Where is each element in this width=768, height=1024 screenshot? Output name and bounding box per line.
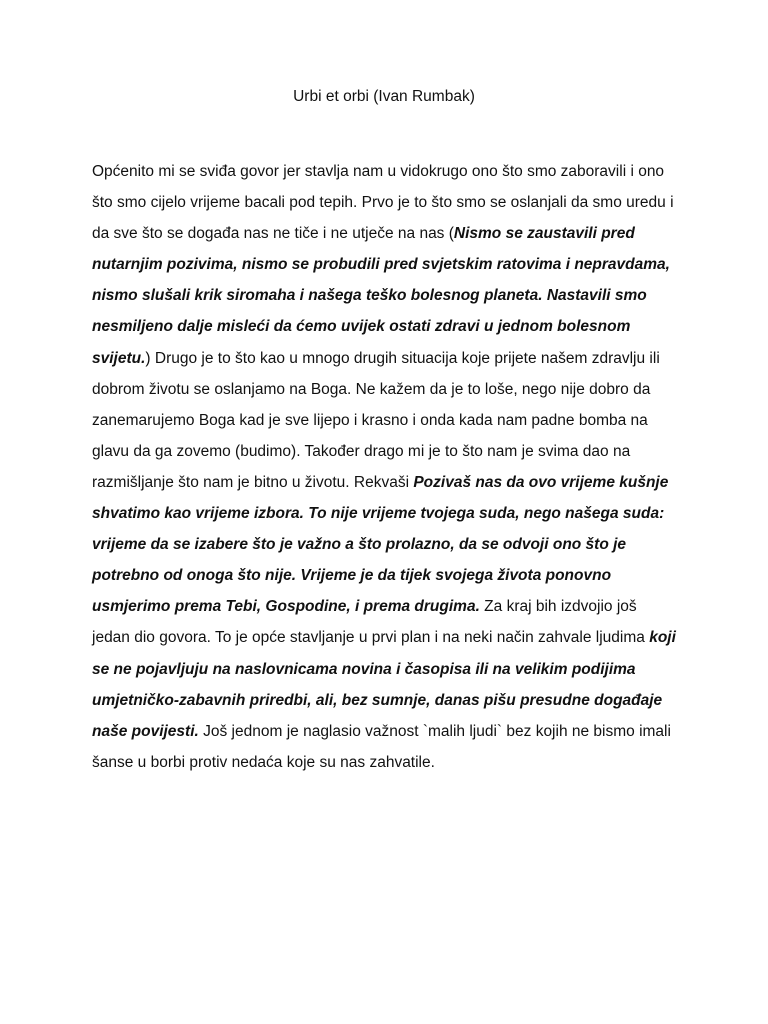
text-run: Još jednom je naglasio važnost `malih ljudi` bez kojih ne bismo imali šanse u borbi protiv nedaća koje su nas zahvatile. [92, 722, 671, 771]
text-run: Za kraj bih izdvojio još jedan dio govora. To je opće stavljanje u prvi plan i na neki način zahvale ljudima [92, 598, 650, 647]
text-run: ) Drugo je to što kao u mnogo drugih situacija koje prijete našem zdravlju ili dobrom životu se oslanjamo na Boga. Ne kažem da je to loše, nego nije dobro da zanemarujemo Boga kad je sve lijepo i krasno i onda kada nam padne bomba na glavu da ga zovemo (budimo). Također drago mi je to što nam je svima dao na razmišljanje što nam je bitno u životu. Rekvaši [92, 349, 660, 491]
text-run: Općenito mi se sviđa govor jer stavlja nam u vidokrugo ono što smo zaboravili i ono što smo cijelo vrijeme bacali pod tepih. Prvo je to što smo se oslanjali da smo uredu i da sve što se događa nas ne tiče i ne utječe na nas ( [92, 163, 674, 243]
emphasized-text-run: koji se ne pojavljuju na naslovnicama novina i časopisa ili na velikim podijima umjetničko-zabavnih priredbi, ali, bez sumnje, danas pišu presudne događaje naše povijesti. [92, 629, 676, 740]
document-title: Urbi et orbi (Ivan Rumbak) [293, 88, 475, 105]
body-paragraph [92, 156, 676, 778]
emphasized-text-run: Pozivaš nas da ovo vrijeme kušnje shvatimo kao vrijeme izbora. To nije vrijeme tvojega suda, nego našega suda: vrijeme da se izabere što je važno a što prolazno, da se odvoji ono što je potrebno od onoga što nije. Vrijeme je da tijek svojega života ponovno usmjerimo prema Tebi, Gospodine, i prema drugima. [92, 473, 669, 616]
emphasized-text-run: Nismo se zaustavili pred nutarnjim pozivima, nismo se probudili pred svjetskim ratovima i nepravdama, nismo slušali krik siromaha i našega teško bolesnog planeta. Nastavili smo nesmiljeno dalje misleći da ćemo uvijek ostati zdravi u jednom bolesnom svijetu. [92, 225, 670, 367]
